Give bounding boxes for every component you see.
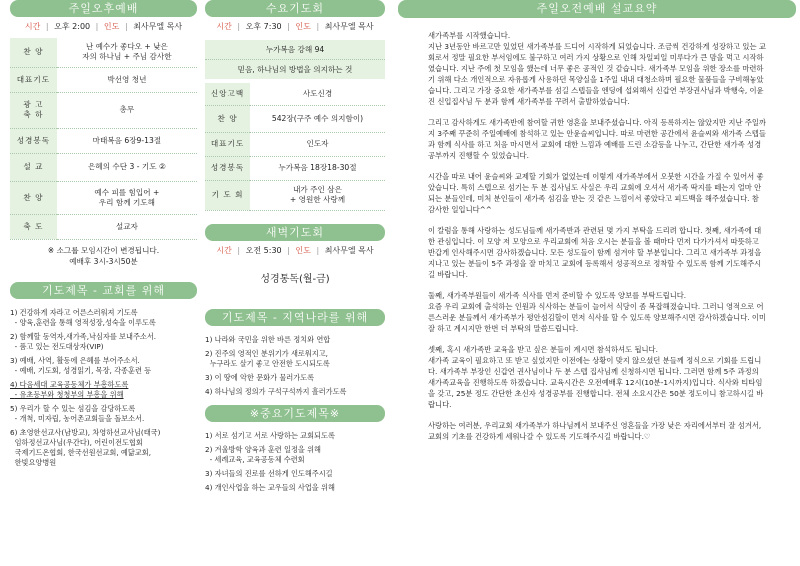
sermon-paragraph: 새가족부를 시작했습니다. 지난 3년동안 바르고만 있었던 새가족부를 드디어 시작하게 되었습니다. 조금씩 건강하게 성장하고 있는 교회로서 정말 필요한 부서임에도 불구하고 여러 가지 상황으로 인해 차일피일 미루다가 큰 맘을 먹고 시작하였습니다. 지난 주에 첫 모임을 했는데 너무 좋은 공적인 것 같습니다. 새가족부 모임을 위한 장소를 마련하기 위해 다소 개인적으로 자유롭게 사용하던 목양실을 1주일 내내 대청소하며 필요한 물품들을 구비해놓았습니다. 그리고 가장 중요한 새가족부를 섬길 스텝들을 엔딩에 섭외해서 신갑연 부장권사님과 박행숙, 이윤진 신입집사님 두 분과 함께 새가족부를 꾸려서 출발하였습니다. — [428, 31, 766, 106]
leader-value: 최사무엘 목사 — [324, 245, 374, 255]
middle-column — [205, 0, 385, 497]
list-item: 2) 겨울방학 양육과 훈련 일정을 위해 - 세례교육, 교육공동체 수련회 — [205, 444, 322, 464]
wednesday-time-line: 시간 | 오후 7:30 | 인도 | 최사무엘 목사 — [216, 22, 374, 31]
prayer-church-list — [10, 308, 197, 468]
sermon-paragraph: 이 칼럼을 통해 사랑하는 성도님들께 새가족반과 관련된 몇 가지 부탁을 드리려 합니다. 첫째, 새가족에 대한 관심입니다. 이 모양 저 모양으로 우리교회에 처음 오시는 분들을 볼 때마다 먼저 다가가셔서 따뜻하고 반갑게 인사해주시면 감사하겠습니다. 모든 성도들이 함께 섬겨야 할 부분입니다. 그리고 새가족부 과정을 지나고 있는 분들이 5주 과정을 잘 마치고 교회에 등록해서 성공적으로 정착할 수 있도록 함께 기도해주시길 바랍니다. — [428, 226, 762, 279]
table-row: 성경봉독 누가복음 18장18-30절 — [205, 156, 385, 180]
leader-value: 최사무엘 목사 — [133, 22, 183, 31]
wednesday-series — [205, 40, 385, 79]
list-item: 1) 나라와 국민을 위한 바른 정치와 연합 — [205, 334, 331, 344]
table-row: 신앙고백 사도신경 — [205, 83, 385, 105]
sermon-summary-panel — [398, 0, 796, 566]
series-line-2: 믿음, 하나님의 방법을 의지하는 것 — [237, 65, 353, 74]
important-prayer-list — [205, 431, 385, 493]
list-item: 2) 함께할 동역자,새가족,낙심자를 보내주소서. - 품고 있는 전도대상자(VIP) — [10, 331, 157, 351]
table-row: 찬 양 난 예수가 좋다오 + 낮은 자의 하나님 + 주님 감사한 — [10, 38, 197, 67]
sermon-body — [398, 18, 796, 442]
sermon-paragraph: 셋째, 혹시 새가족반 교육을 받고 싶은 분들이 계시면 참석하셔도 됩니다. 새가족 교육이 필요하고 또 받고 싶었지만 이전에는 상황이 맞지 않으셨던 분들께 정식으로 기회를 드립니다. 새가족부 부장인 신갑연 권사님이나 두 분 스텝 집사님께 신청하시면 됩니다. 그러면 함께 5주 과정의 새가족교육을 진행하도록 하겠습니다. 교육시간은 오전예배후 12시(10분-1시까지)입니다. 식사와 티타임을 갖고, 25분 정도 간단한 초신자 성경공부를 진행합니다. 전체 소요시간은 50분 정도이니 참고하시길 바랍니다. — [428, 345, 764, 409]
wednesday-order-table — [205, 83, 385, 211]
prayer-nation-banner: 기도제목 - 지역나라를 위해 — [205, 309, 385, 326]
sunday-afternoon-banner: 주일오후예배 — [10, 0, 197, 17]
leader-label: 인도 — [295, 245, 311, 255]
sunday-afternoon-order-table — [10, 38, 197, 240]
list-item: 6) 초영한선교사(남방교), 차영하선교사님(태국) 임하정선교사님(우간다), 어린이전도협회 국제기드온협회, 한국선원선교회, 예닮교회, 한빛요양병원 — [10, 427, 161, 467]
sermon-paragraph: 사랑하는 여러분, 우리교회 새가족부가 하나님께서 보내주신 영혼들을 가장 낮은 자리에서부터 잘 섬겨서, 교회의 기초를 건강하게 세워나갈 수 있도록 기도해주시길 바랍니다.♡ — [428, 421, 762, 441]
prayer-nation-list — [205, 335, 385, 397]
series-line-1: 누가복음 강해 94 — [205, 40, 385, 60]
time-value: 오후 7:30 — [245, 22, 282, 31]
table-row: 기 도 회 내가 주인 삼은 + 영원한 사랑께 — [205, 180, 385, 210]
time-label: 시간 — [216, 22, 232, 31]
leader-label: 인도 — [295, 22, 311, 31]
table-row: 성경봉독 마태복음 6장9-13절 — [10, 128, 197, 153]
list-item: 3) 이 땅에 악한 문화가 물러가도록 — [205, 372, 315, 382]
list-item: 3) 예배, 사역, 활동에 은혜를 부어주소서. - 예배, 기도회, 성경읽기, 목장, 각종훈련 등 — [10, 355, 152, 375]
table-row: 축 도 설교자 — [10, 214, 197, 239]
list-item: 1) 건강하게 자라고 어른스러워져 기도록 - 양육,훈련을 통해 영적성장,성숙을 이루도록 — [10, 307, 156, 327]
dawn-banner: 새벽기도회 — [205, 224, 385, 241]
sermon-summary-banner: 주일오전예배 설교요약 — [398, 0, 796, 18]
leader-label: 인도 — [103, 22, 120, 31]
sermon-paragraph: 시간을 따로 내어 윤슬씨와 교제할 기회가 없었는데 이렇게 새가족부에서 오붓한 시간을 가질 수 있어서 좋았습니다. 특히 스텝으로 섬기는 두 분 집사님도 사실은 우리 교회에 오셔서 새가족 딱지를 떼는지 얼마 안 되는 분들인데, 미처 분인들이 새가족 섬김을 받는 것 같은 느낌이서 좋았다고 피드백을 해주셨습니다. 참 감사한 일입니다^^ — [428, 172, 764, 214]
time-label: 시간 — [216, 245, 232, 255]
leader-value: 최사무엘 목사 — [324, 22, 374, 31]
list-item: 4) 개인사업을 하는 교우들의 사업을 위해 — [205, 482, 335, 492]
table-row: 찬 양 예수 피를 힘입어 + 우리 함께 기도해 — [10, 181, 197, 214]
prayer-church-banner: 기도제목 - 교회를 위해 — [10, 282, 197, 299]
wednesday-banner: 수요기도회 — [205, 0, 385, 17]
list-item: 1) 서로 섬기고 서로 사랑하는 교회되도록 — [205, 430, 335, 440]
left-column — [10, 0, 197, 472]
table-row: 광 고 축 하 총무 — [10, 92, 197, 128]
list-item: 3) 자녀들의 진로를 선하게 인도해주시길 — [205, 468, 333, 478]
time-label: 시간 — [24, 22, 41, 31]
sermon-paragraph: 그리고 감사하게도 새가족반에 참여할 귀한 영혼을 보내주셨습니다. 아직 등록하지는 않았지만 지난 주일까지 3주째 꾸준히 주일예배에 참석하고 있는 안윤슬씨입니다. 따로 마련한 공간에서 윤슬씨와 새가족 스텝들과 함께 식사를 하고 처음 마시면서 교회에 대한 느낌과 예배를 드린 소감등을 나누고, 간단한 새가족 성경공부까지 진행할 수 있었습니다. — [428, 118, 766, 160]
important-prayer-banner: ※중요기도제목※ — [205, 405, 385, 422]
table-row: 찬 양 542장(구주 예수 의지함이) — [205, 105, 385, 132]
list-item: 5) 우리가 할 수 있는 섬김을 감당하도록 - 개척, 미자립, 농어촌교회들을 돌보소서. — [10, 403, 145, 423]
table-row: 대표기도 인도자 — [205, 132, 385, 156]
time-value: 오후 2:00 — [54, 22, 91, 31]
schedule-change-note: ※ 소그룹 모임시간이 변경됩니다. 예배후 3시-3시50분 — [47, 245, 160, 266]
sermon-paragraph: 둘째, 새가족부원들이 새가족 식사를 먼저 준비할 수 있도록 양보를 부탁드립니다. 요즘 우리 교회에 출석하는 인원과 식사하는 분들이 늘어서 식당이 좀 복잡해졌습니다. 그러니 영적으로 어른스러운 분들께서 새가족부가 평안섬김할이 먼저 식사를 할 수 있도록 양보해주시면 감사하겠습니다. 이미 잘 하고 계시지만 한번 더 부탁의 말씀드립니다. — [428, 291, 766, 333]
table-row: 설 교 은혜의 수단 3 - 기도 ② — [10, 153, 197, 181]
dawn-time-line: 시간 | 오전 5:30 | 인도 | 최사무엘 목사 — [216, 245, 374, 255]
sunday-afternoon-time-line: 시간 | 오후 2:00 | 인도 | 최사무엘 목사 — [24, 22, 183, 31]
time-value: 오전 5:30 — [245, 245, 282, 255]
table-row: 대표기도 박선영 청년 — [10, 67, 197, 92]
list-item: 2) 진주의 영적인 분위기가 새로워지고, 누구라도 살기 좋고 안전한 도시되도록 — [205, 348, 330, 368]
dawn-content: 성경통독(월-금) — [260, 273, 330, 285]
list-item: 4) 다음세대 교육공동체가 부흥하도록 - 유초등부와 청청부의 부흥을 위해 — [10, 379, 129, 399]
list-item: 4) 하나님의 정의가 구석구석까지 흘러가도록 — [205, 386, 347, 396]
